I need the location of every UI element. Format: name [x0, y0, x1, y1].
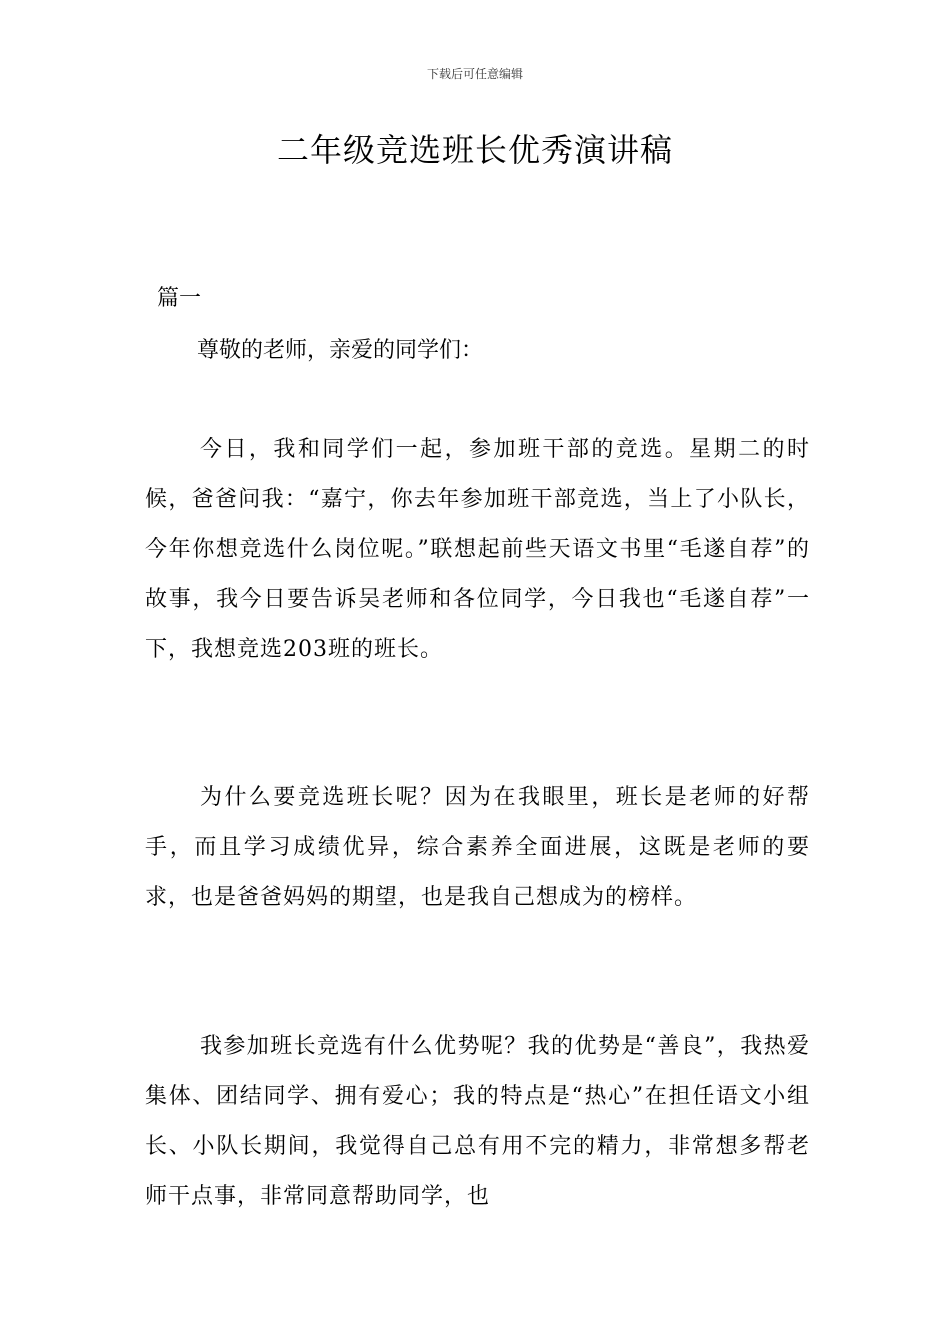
paragraph-1-block	[145, 425, 810, 675]
section-label: 篇一	[157, 286, 202, 311]
paragraph-3: 我参加班长竞选有什么优势呢？我的优势是“善良”，我热爱集体、团结同学、拥有爱心；我的特点是“热心”在担任语文小组长、小队长期间，我觉得自己总有用不完的精力，非常想多帮老师干点事，非常同意帮助同学，也	[145, 1034, 810, 1209]
paragraph-3-block	[145, 1022, 810, 1222]
paragraph-2: 为什么要竞选班长呢？因为在我眼里，班长是老师的好帮手，而且学习成绩优异，综合素养全面进展，这既是老师的要求，也是爸爸妈妈的期望，也是我自己想成为的榜样。	[145, 785, 810, 910]
paragraph-1: 今日，我和同学们一起，参加班干部的竞选。星期二的时候，爸爸问我：“嘉宁，你去年参加班干部竞选，当上了小队长，今年你想竞选什么岗位呢。”联想起前些天语文书里“毛遂自荐”的故事，我今日要告诉吴老师和各位同学，今日我也“毛遂自荐”一下，我想竞选203班的班长。	[145, 437, 810, 662]
paragraph-2-block	[145, 773, 810, 923]
document-title: 二年级竞选班长优秀演讲稿	[276, 131, 673, 169]
greeting-line: 尊敬的老师，亲爱的同学们：	[197, 338, 484, 363]
header-note: 下载后可任意编辑	[426, 67, 523, 81]
